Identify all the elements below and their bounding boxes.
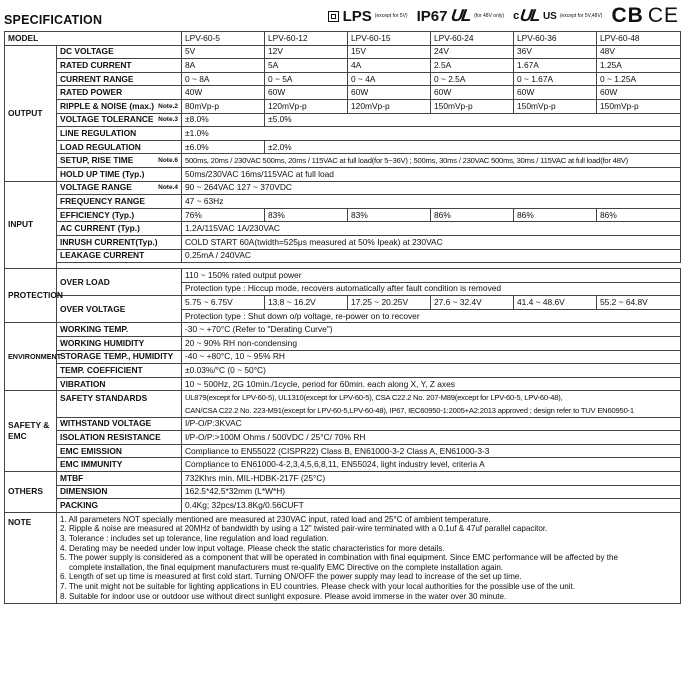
note-line: complete installation, the final equipment manufacturers must re-qualify EMC Directive on the complete installation again. [69,562,504,572]
efficiency-cell: 86% [431,208,514,222]
inrush-current-cell: COLD START 60A(twidth=525μs measured at 50% Ipeak) at 230VAC [182,235,681,249]
line-regulation-label: LINE REGULATION [57,127,182,141]
model-cell: LPV-60-5 [182,32,265,46]
frequency-range-cell: 47 ~ 63Hz [182,195,681,209]
efficiency-cell: 86% [597,208,681,222]
rated-power-cell: 40W [182,86,265,100]
isolation-resistance-label: ISOLATION RESISTANCE [57,431,182,445]
mtbf-cell: 732Khrs min. MIL-HDBK-217F (25°C) [182,472,681,486]
packing-cell: 0.4Kg; 32pcs/13.8Kg/0.56CUFT [182,499,681,513]
note-group-label: NOTE [5,512,57,603]
ul-logo: UL [450,6,472,25]
ripple-cell: 80mVp-p [182,99,265,113]
class2-double-square-icon [328,11,339,22]
over-voltage-cell: 17.25 ~ 20.25V [348,296,431,310]
over-voltage-label: OVER VOLTAGE [57,296,182,323]
emc-immunity-label: EMC IMMUNITY [57,458,182,472]
rated-power-cell: 60W [431,86,514,100]
model-cell: LPV-60-15 [348,32,431,46]
dc-voltage-cell: 5V [182,45,265,59]
over-load-label: OVER LOAD [57,269,182,296]
withstand-voltage-cell: I/P-O/P:3KVAC [182,417,681,431]
setup-rise-text: SETUP, RISE TIME [60,155,134,166]
note-line: 3. Tolerance : includes set up tolerance, line regulation and load regulation. [60,533,329,543]
withstand-voltage-label: WITHSTAND VOLTAGE [57,417,182,431]
efficiency-cell: 83% [348,208,431,222]
voltage-range-text: VOLTAGE RANGE [60,182,132,193]
ac-current-cell: 1.2A/115VAC 1A/230VAC [182,222,681,236]
voltage-tolerance-text: VOLTAGE TOLERANCE [60,114,154,125]
safety-standards-line2: CAN/CSA C22.2 No. 223-M91(except for LPV-60-5,LPV-60-48), IP67, IEC60950-1:2005+A2:2013 approved ; design refer to TUV EN60950-1 [182,404,681,417]
over-load-protection-type: Protection type : Hiccup mode, recovers automatically after fault condition is removed [182,282,681,296]
current-range-label: CURRENT RANGE [57,72,182,86]
safety-group-line2: EMC [8,431,27,442]
rated-power-cell: 60W [514,86,597,100]
note-ref: Note.4 [158,184,178,192]
note-line: 8. Suitable for indoor use or outdoor use without direct sunlight exposure. Please avoid immerse in the water over 30 minute. [60,591,507,601]
voltage-tolerance-cell: ±8.0% [182,113,265,127]
over-voltage-cell: 41.4 ~ 48.6V [514,296,597,310]
over-load-cell: 110 ~ 150% rated output power [182,269,681,283]
line-regulation-cell: ±1.0% [182,127,681,141]
lps-note: (except for 5V) [374,13,408,19]
cul-logo: UL [519,6,541,25]
isolation-resistance-cell: I/P-O/P:>100M Ohms / 500VDC / 25°C/ 70% RH [182,431,681,445]
current-range-cell: 0 ~ 4A [348,72,431,86]
packing-label: PACKING [57,499,182,513]
protection-group-label: PROTECTION [5,269,57,323]
ripple-noise-label [57,99,182,113]
ripple-cell: 120mVp-p [265,99,348,113]
others-group-label: OTHERS [5,472,57,513]
setup-rise-cell: 500ms, 20ms / 230VAC 500ms, 20ms / 115VAC at full load(for 5~36V) ; 500ms, 30ms / 230VAC 500ms, 30ms / 115VAC at full load(for 48V) [182,154,681,168]
load-regulation-cell: ±6.0% [182,140,265,154]
storage-cell: -40 ~ +80°C, 10 ~ 95% RH [182,350,681,364]
dc-voltage-cell: 12V [265,45,348,59]
ripple-cell: 150mVp-p [431,99,514,113]
safety-standards-label: SAFETY STANDARDS [57,391,182,417]
voltage-range-label [57,181,182,195]
efficiency-cell: 86% [514,208,597,222]
rated-power-label: RATED POWER [57,86,182,100]
lps-mark: LPS [342,7,372,25]
dimension-cell: 162.5*42.5*32mm (L*W*H) [182,485,681,499]
safety-group-label [5,391,57,472]
note-line: 5. The power supply is considered as a component that will be operated in combination with final equipment. Since EMC performance will be affected by the [60,553,619,563]
safety-group-line1: SAFETY & [8,420,50,431]
input-group-label: INPUT [5,181,57,269]
dimension-label: DIMENSION [57,485,182,499]
hold-up-label: HOLD UP TIME (Typ.) [57,167,182,181]
rated-current-cell: 2.5A [431,59,514,73]
cul-c-letter: c [513,10,520,22]
note-line: 1. All parameters NOT specially mentioned are measured at 230VAC input, rated load and 25°C of ambient temperature. [60,514,491,524]
rated-current-cell: 8A [182,59,265,73]
over-voltage-protection-type: Protection type : Shut down o/p voltage, re-power on to recover [182,309,681,323]
dc-voltage-cell: 24V [431,45,514,59]
spec-header [0,0,683,31]
current-range-cell: 0 ~ 5A [265,72,348,86]
frequency-range-label: FREQUENCY RANGE [57,195,182,209]
ripple-cell: 150mVp-p [514,99,597,113]
over-voltage-cell: 27.6 ~ 32.4V [431,296,514,310]
note-list [57,512,681,603]
vibration-label: VIBRATION [57,377,182,391]
output-group-label: OUTPUT [5,45,57,181]
model-cell: LPV-60-12 [265,32,348,46]
dc-voltage-cell: 48V [597,45,681,59]
page-title: SPECIFICATION [4,13,103,27]
ripple-cell: 150mVp-p [597,99,681,113]
vibration-cell: 10 ~ 500Hz, 2G 10min./1cycle, period for 60min. each along X, Y, Z axes [182,377,681,391]
leakage-current-cell: 0.25mA / 240VAC [182,249,681,263]
rated-current-label: RATED CURRENT [57,59,182,73]
cul-note: (except for 5V,48V) [559,13,603,19]
ac-current-label: AC CURRENT (Typ.) [57,222,182,236]
ripple-noise-text: RIPPLE & NOISE (max.) [60,100,155,111]
rated-current-cell: 4A [348,59,431,73]
temp-coefficient-label: TEMP. COEFFICIENT [57,364,182,378]
current-range-cell: 0 ~ 1.67A [514,72,597,86]
over-voltage-cell: 13.8 ~ 16.2V [265,296,348,310]
voltage-tolerance-cell: ±5.0% [265,113,681,127]
note-ref: Note.2 [158,102,178,110]
temp-coefficient-cell: ±0.03%/°C (0 ~ 50°C) [182,364,681,378]
current-range-cell: 0 ~ 2.5A [431,72,514,86]
working-temp-label: WORKING TEMP. [57,323,182,337]
rated-power-cell: 60W [265,86,348,100]
note-ref: Note.3 [158,116,178,124]
safety-standards-line1: UL879(except for LPV-60-5), UL1310(except for LPV-60-5), CSA C22.2 No. 207-M89(except for LPV-60-5, LPV-60-48), [182,391,681,404]
rated-power-cell: 60W [348,86,431,100]
dc-voltage-label: DC VOLTAGE [57,45,182,59]
efficiency-cell: 83% [265,208,348,222]
inrush-current-label: INRUSH CURRENT(Typ.) [57,235,182,249]
setup-rise-label [57,154,182,168]
ip67-mark: IP67 [416,7,448,25]
cul-us-letters: US [542,10,557,22]
rated-current-cell: 1.67A [514,59,597,73]
working-humidity-label: WORKING HUMIDITY [57,337,182,351]
ripple-cell: 120mVp-p [348,99,431,113]
model-row [5,32,681,46]
current-range-cell: 0 ~ 8A [182,72,265,86]
rated-current-cell: 5A [265,59,348,73]
working-temp-cell: -30 ~ +70°C (Refer to "Derating Curve") [182,323,681,337]
ce-logo: CE [647,4,679,27]
cb-logo: CB [611,4,644,27]
model-label: MODEL [5,32,182,46]
ul-note: (for 48V only) [474,13,505,19]
dc-voltage-cell: 15V [348,45,431,59]
dc-voltage-cell: 36V [514,45,597,59]
note-line: 2. Ripple & noise are measured at 20MHz of bandwidth by using a 12" twisted pair-wire terminated with a 0.1uf & 47uf parallel capacitor. [60,524,548,534]
current-range-cell: 0 ~ 1.25A [597,72,681,86]
model-cell: LPV-60-36 [514,32,597,46]
leakage-current-label: LEAKAGE CURRENT [57,249,182,263]
emc-emission-label: EMC EMISSION [57,444,182,458]
efficiency-cell: 76% [182,208,265,222]
emc-emission-cell: Compliance to EN55022 (CISPR22) Class B, EN61000-3-2 Class A, EN61000-3-3 [182,444,681,458]
certification-logos [328,4,679,28]
emc-immunity-cell: Compliance to EN61000-4-2,3,4,5,6,8,11, EN55024, light industry level, criteria A [182,458,681,472]
environment-group-label: ENVIRONMENT [5,323,57,391]
storage-label: STORAGE TEMP., HUMIDITY [57,350,182,364]
voltage-range-cell: 90 ~ 264VAC 127 ~ 370VDC [182,181,681,195]
voltage-tolerance-label [57,113,182,127]
model-cell: LPV-60-24 [431,32,514,46]
rated-power-cell: 60W [597,86,681,100]
hold-up-cell: 50ms/230VAC 16ms/115VAC at full load [182,167,681,181]
mtbf-label: MTBF [57,472,182,486]
load-regulation-label: LOAD REGULATION [57,140,182,154]
specification-table [4,31,681,604]
over-voltage-cell: 55.2 ~ 64.8V [597,296,681,310]
working-humidity-cell: 20 ~ 90% RH non-condensing [182,337,681,351]
rated-current-cell: 1.25A [597,59,681,73]
note-line: 7. The unit might not be suitable for lighting applications in EU countries. Please check with your local authorities for the possible use of the unit. [60,581,575,591]
note-ref: Note.6 [158,157,178,165]
note-line: 4. Derating may be needed under low input voltage. Please check the static characteristics for more details. [60,543,445,553]
model-cell: LPV-60-48 [597,32,681,46]
efficiency-label: EFFICIENCY (Typ.) [57,208,182,222]
over-voltage-cell: 5.75 ~ 6.75V [182,296,265,310]
load-regulation-cell: ±2.0% [265,140,681,154]
note-line: 6. Length of set up time is measured at first cold start. Turning ON/OFF the power supply may lead to increase of the set up time. [60,572,522,582]
